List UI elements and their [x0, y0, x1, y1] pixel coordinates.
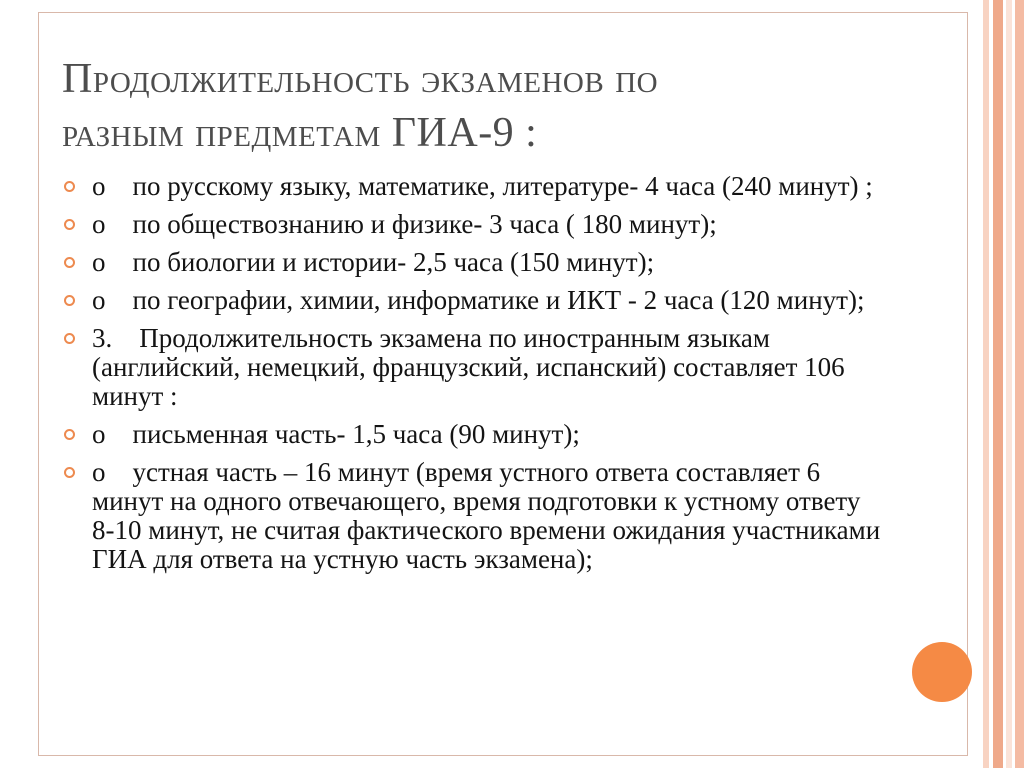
ring-bullet-icon — [64, 219, 75, 230]
slide-title — [62, 52, 922, 160]
decor-stripe-light — [983, 0, 989, 768]
item-prefix: 3. — [92, 323, 113, 353]
item-prefix: o — [92, 419, 106, 449]
ring-bullet-icon — [64, 467, 75, 478]
list-item — [64, 420, 884, 449]
ring-bullet-icon — [64, 295, 75, 306]
item-prefix: o — [92, 457, 106, 487]
ring-bullet-icon — [64, 429, 75, 440]
item-prefix: o — [92, 247, 106, 277]
item-text: по географии, химии, информатике и ИКТ - 2 часа (120 минут); — [132, 285, 865, 315]
item-text: по обществознанию и физике- 3 часа ( 180 минут); — [132, 209, 717, 239]
bullet-list — [64, 172, 884, 583]
decor-stripe-pale — [1006, 0, 1012, 768]
ring-bullet-icon — [64, 181, 75, 192]
list-item — [64, 324, 884, 411]
item-prefix: o — [92, 209, 106, 239]
ring-bullet-icon — [64, 333, 75, 344]
item-text: Продолжительность экзамена по иностранным языкам (английский, немецкий, французский, испанский) составляет 106 минут : — [92, 323, 845, 411]
list-item — [64, 248, 884, 277]
slide-title-line1: Продолжительность экзаменов по — [62, 56, 659, 102]
item-prefix: o — [92, 285, 106, 315]
list-item — [64, 210, 884, 239]
list-item — [64, 458, 884, 574]
item-text: по биологии и истории- 2,5 часа (150 минут); — [132, 247, 655, 277]
item-text: устная часть – 16 минут (время устного ответа составляет 6 минут на одного отвечающего, время подготовки к устному ответу 8-10 минут, не считая фактического времени ожидания участниками ГИА для ответа на устную часть экзамена); — [92, 457, 881, 574]
item-prefix: o — [92, 171, 106, 201]
decor-stripe-mid — [993, 0, 1003, 768]
decor-stripe-accent — [1015, 0, 1024, 768]
item-text: письменная часть- 1,5 часа (90 минут); — [132, 419, 580, 449]
slide-title-line2: разным предметам ГИА-9 : — [62, 110, 538, 156]
list-item — [64, 172, 884, 201]
orange-circle-decoration — [912, 642, 972, 702]
item-text: по русскому языку, математике, литературе- 4 часа (240 минут) ; — [132, 171, 873, 201]
list-item — [64, 286, 884, 315]
ring-bullet-icon — [64, 257, 75, 268]
